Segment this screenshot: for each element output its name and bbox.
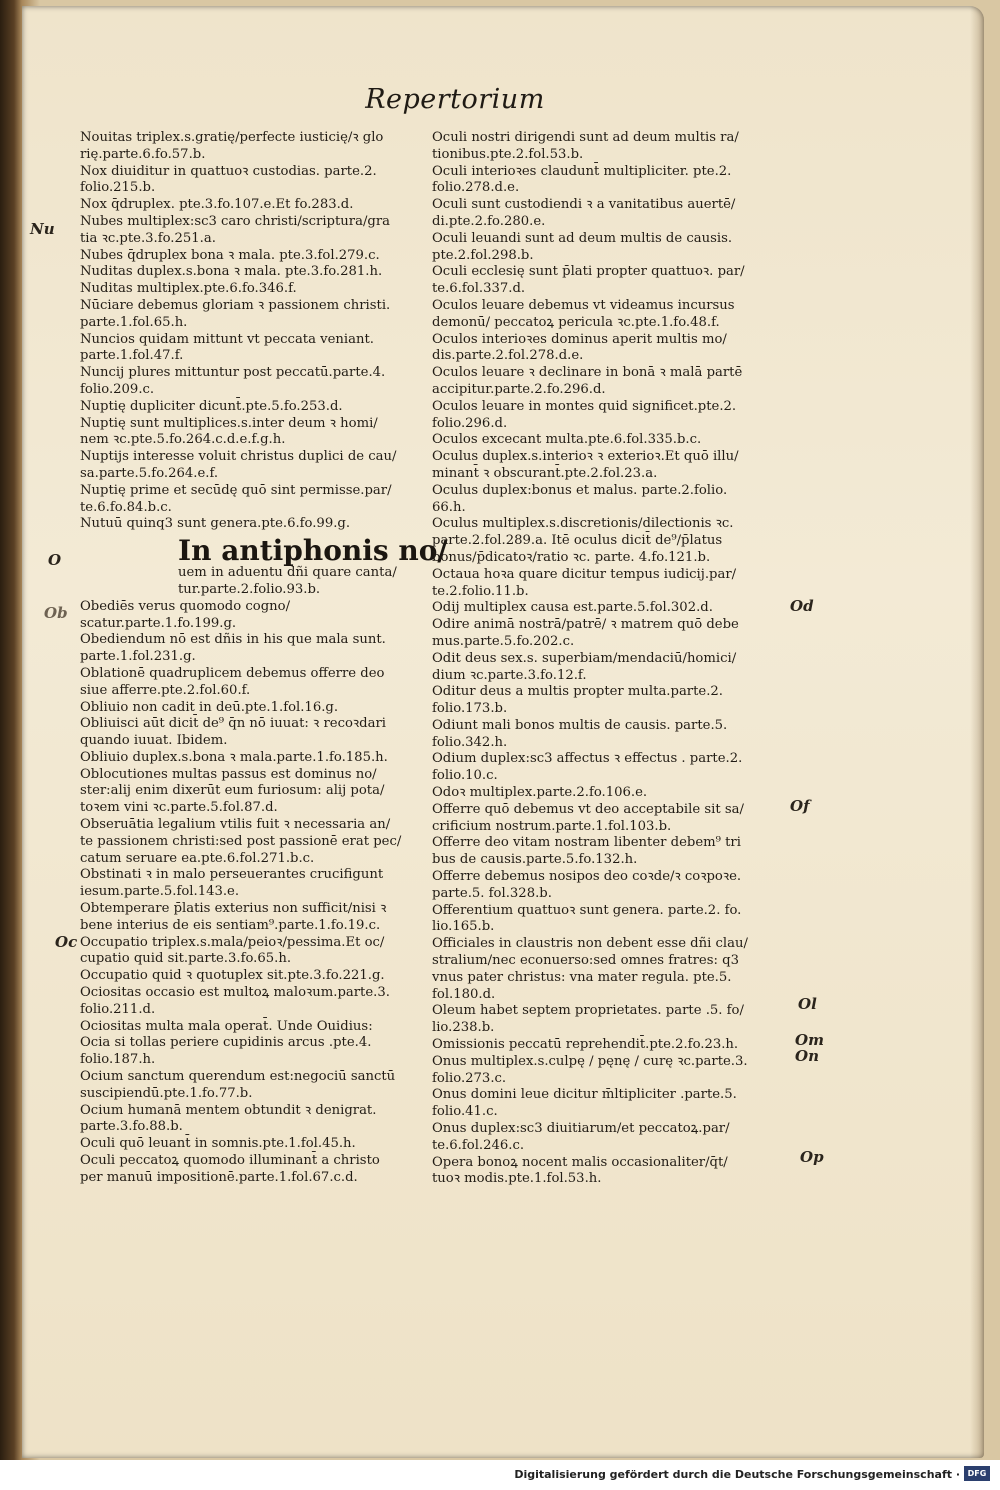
index-line: crificium nostrum.parte.1.fol.103.b.	[432, 818, 672, 834]
margin-label-o: O	[48, 551, 62, 569]
index-line: Oculos leuare ꝛ declinare in bonā ꝛ malā partē	[432, 365, 743, 381]
index-line: Nouitas triplex.s.gratię/perfecte iusticię/ꝛ glo	[80, 130, 384, 145]
index-line: Odij multiplex causa est.parte.5.fol.302.d.	[432, 600, 713, 616]
index-line: parte.1.fol.65.h.	[80, 314, 188, 330]
index-line: Oculi sunt custodiendi ꝛ a vanitatibus auertē/	[432, 197, 736, 213]
index-line: Oculi peccatoꝝ quomodo illuminant̄ a christo	[80, 1153, 380, 1169]
index-line: Ociositas multa mala operat̄. Unde Ouidius:	[80, 1018, 373, 1034]
index-line: Oculus duplex:bonus et malus. parte.2.folio.	[432, 482, 728, 498]
right-column	[432, 130, 762, 1188]
index-line: 66.h.	[432, 499, 466, 515]
index-line: tionibus.pte.2.fol.53.b.	[432, 146, 584, 162]
index-line: te passionem christi:sed post passionē erat pec/	[80, 833, 402, 849]
index-line: parte.1.fol.231.g.	[80, 649, 196, 665]
index-line: folio.278.d.e.	[432, 180, 520, 196]
left-entries-b	[80, 599, 410, 1187]
index-line: Obediēs verus quomodo cogno/	[80, 598, 291, 614]
index-line: folio.41.c.	[432, 1104, 498, 1120]
index-line: suscipiendū.pte.1.fo.77.b.	[80, 1085, 253, 1101]
index-line: tuoꝛ modis.pte.1.fol.53.h.	[432, 1171, 602, 1187]
index-line: Nuditas duplex.s.bona ꝛ mala. pte.3.fo.281.h.	[80, 264, 383, 280]
index-line: Onus multiplex.s.culpę / pęnę / curę ꝛc.parte.3.	[432, 1053, 748, 1069]
index-line: folio.215.b.	[80, 180, 156, 196]
index-line: vnus pater christus: vna mater regula. pte.5.	[432, 969, 732, 985]
index-line: dis.parte.2.fol.278.d.e.	[432, 348, 584, 364]
index-line: Oculi nostri dirigendi sunt ad deum multis ra/	[432, 130, 739, 145]
index-line: Occupatio triplex.s.mala/peioꝛ/pessima.Et oc/	[80, 934, 385, 950]
index-line: Oculi leuandi sunt ad deum multis de causis.	[432, 230, 733, 246]
index-line: te.6.fol.246.c.	[432, 1137, 525, 1153]
index-line: te.2.folio.11.b.	[432, 583, 529, 599]
index-line: catum seruare ea.pte.6.fol.271.b.c.	[80, 850, 315, 866]
index-line: Onus domini leue dicitur m̄ltipliciter .parte.5.	[432, 1087, 737, 1103]
page-edge	[970, 6, 984, 1458]
index-line: folio.187.h.	[80, 1052, 156, 1068]
index-line: accipitur.parte.2.fo.296.d.	[432, 381, 606, 397]
index-line: Onus duplex:sc3 diuitiarum/et peccatoꝝ.par/	[432, 1121, 730, 1137]
index-line: Omissionis peccatū reprehendit̄.pte.2.fo.23.h.	[432, 1037, 739, 1053]
index-line: folio.296.d.	[432, 415, 508, 431]
index-line: scatur.parte.1.fo.199.g.	[80, 615, 237, 631]
index-line: per manuū impositionē.parte.1.fol.67.c.d.	[80, 1169, 358, 1185]
index-line: folio.211.d.	[80, 1001, 156, 1017]
index-line: Oculi interioꝛes claudunt̄ multipliciter. pte.2.	[432, 163, 732, 179]
index-line: Odit deus sex.s. superbiam/mendaciū/homici/	[432, 650, 737, 666]
index-line: Nubes multiplex:sc3 caro christi/scriptura/gra	[80, 213, 390, 229]
index-line: Odiunt mali bonos multis de causis. parte.5.	[432, 717, 728, 733]
index-line: Oblationē quadruplicem debemus offerre deo	[80, 665, 385, 681]
margin-label-op: Op	[800, 1148, 824, 1166]
index-line: Odoꝛ multiplex.parte.2.fo.106.e.	[432, 785, 648, 801]
index-line: folio.10.c.	[432, 768, 498, 784]
index-line: Oculos leuare in montes quid significet.pte.2.	[432, 398, 737, 414]
page-header: Repertorium	[365, 84, 545, 115]
index-line: folio.273.c.	[432, 1070, 507, 1086]
index-line: minant̄ ꝛ obscurant̄.pte.2.fol.23.a.	[432, 465, 658, 481]
index-line: Nūciare debemus gloriam ꝛ passionem christi.	[80, 297, 391, 313]
margin-label-ol: Ol	[798, 995, 817, 1013]
index-line: dium ꝛc.parte.3.fo.12.f.	[432, 667, 587, 683]
index-line: Oleum habet septem proprietates. parte .5. fo/	[432, 1003, 744, 1019]
index-line: iesum.parte.5.fol.143.e.	[80, 884, 240, 900]
index-line: Obseruātia legalium vtilis fuit ꝛ necessaria an/	[80, 817, 391, 833]
index-line: parte.5. fol.328.b.	[432, 885, 552, 901]
index-line: Odire animā nostrā/patrē/ ꝛ matrem quō debe	[432, 617, 739, 633]
index-line: Nuptię sunt multiplices.s.inter deum ꝛ homi/	[80, 415, 378, 431]
index-line: toꝛem vini ꝛc.parte.5.fol.87.d.	[80, 800, 278, 816]
index-line: Offerre debemus nosipos deo coꝛde/ꝛ coꝛpoꝛe.	[432, 869, 742, 885]
index-line: stralium/nec econuerso:sed omnes fratres: q3	[432, 953, 739, 969]
index-line: Nubes q̄druplex bona ꝛ mala. pte.3.fol.279.c.	[80, 247, 380, 263]
index-line: Oblocutiones multas passus est dominus no/	[80, 766, 377, 782]
index-line: Oculos interioꝛes dominus aperit multis mo/	[432, 331, 727, 347]
margin-label-ob: Ob	[44, 604, 68, 622]
index-line: tia ꝛc.pte.3.fo.251.a.	[80, 230, 216, 246]
index-line: lio.238.b.	[432, 1020, 495, 1036]
left-column	[80, 130, 448, 1187]
index-line: Oculus multiplex.s.discretionis/dilectionis ꝛc.	[432, 516, 734, 532]
margin-label-nu: Nu	[30, 220, 55, 238]
margin-label-od: Od	[790, 597, 814, 615]
index-line: Nuncios quidam mittunt vt peccata veniant.	[80, 331, 374, 347]
index-line: Offerre quō debemus vt deo acceptabile sit sa/	[432, 801, 744, 817]
index-line: Obtemperare p̄latis exterius non sufficit/nisi ꝛ	[80, 901, 387, 917]
index-line: Ocium humanā mentem obtundit ꝛ denigrat.	[80, 1102, 377, 1118]
margin-label-on: On	[795, 1047, 819, 1065]
index-line: Nox diuiditur in quattuoꝛ custodias. parte.2.	[80, 163, 377, 179]
margin-label-om: Om	[795, 1031, 824, 1049]
index-line: Nox q̄druplex. pte.3.fo.107.e.Et fo.283.d.	[80, 197, 354, 213]
index-line: parte.2.fol.289.a. Itē oculus dicit̄ de⁹/p̄latus	[432, 533, 723, 549]
index-line: Oculus duplex.s.interioꝛ ꝛ exterioꝛ.Et quō illu/	[432, 449, 739, 465]
index-line: Nuditas multiplex.pte.6.fo.346.f.	[80, 281, 297, 297]
index-line: Offerre deo vitam nostram libenter debem⁹ tri	[432, 835, 741, 851]
index-line: Nuncij plures mittuntur post peccatū.parte.4.	[80, 365, 386, 381]
index-line: bonus/p̄dicatoꝛ/ratio ꝛc. parte. 4.fo.121.b.	[432, 549, 711, 565]
index-line: Opera bonoꝝ nocent malis occasionaliter/q̄t/	[432, 1154, 728, 1170]
index-line: Odium duplex:sc3 affectus ꝛ effectus . parte.2.	[432, 751, 743, 767]
index-line: te.6.fo.84.b.c.	[80, 499, 172, 515]
index-line: Obstinati ꝛ in malo perseuerantes crucifigunt	[80, 867, 384, 883]
index-line: te.6.fol.337.d.	[432, 281, 526, 297]
index-line: folio.342.h.	[432, 734, 508, 750]
index-line: Offerentium quattuoꝛ sunt genera. parte.2. fo.	[432, 902, 742, 918]
heading-continuation-2: tur.parte.2.folio.93.b.	[178, 581, 321, 597]
index-line: siue afferre.pte.2.fol.60.f.	[80, 682, 251, 698]
heading-continuation-1: uem in aduentu dñi quare canta/	[178, 565, 397, 581]
index-line: Oculi ecclesię sunt p̄lati propter quattuoꝛ. par/	[432, 264, 745, 280]
index-line: quando iuuat. Ibidem.	[80, 733, 228, 749]
index-line: Nutuū quinq3 sunt genera.pte.6.fo.99.g.	[80, 516, 351, 532]
index-line: cupatio quid sit.parte.3.fo.65.h.	[80, 951, 292, 967]
index-line: bene interius de eis sentiam⁹.parte.1.fo.19.c.	[80, 917, 381, 933]
index-line: di.pte.2.fo.280.e.	[432, 213, 546, 229]
index-line: mus.parte.5.fo.202.c.	[432, 633, 575, 649]
index-line: Nuptię dupliciter dicunt̄.pte.5.fo.253.d.	[80, 398, 343, 414]
index-line: sa.parte.5.fo.264.e.f.	[80, 465, 219, 481]
index-line: fol.180.d.	[432, 986, 496, 1002]
index-line: parte.3.fo.88.b.	[80, 1119, 183, 1135]
index-line: Occupatio quid ꝛ quotuplex sit.pte.3.fo.221.g.	[80, 968, 385, 984]
index-line: Ocia si tollas periere cupidinis arcus .pte.4.	[80, 1035, 372, 1051]
index-line: Oculos excecant multa.pte.6.fol.335.b.c.	[432, 432, 702, 448]
index-line: Officiales in claustris non debent esse dñi clau/	[432, 936, 748, 952]
index-line: folio.173.b.	[432, 701, 508, 717]
margin-label-of: Of	[790, 797, 810, 815]
index-line: Obliuio duplex.s.bona ꝛ mala.parte.1.fo.185.h.	[80, 749, 388, 765]
index-line: Obliuio non cadit in deū.pte.1.fol.16.g.	[80, 699, 339, 715]
index-line: Obediendum nō est dñis in his que mala sunt.	[80, 632, 386, 648]
index-line: nem ꝛc.pte.5.fo.264.c.d.e.f.g.h.	[80, 432, 286, 448]
index-line: Oculos leuare debemus vt videamus incursus	[432, 297, 735, 313]
index-line: Nuptijs interesse voluit christus duplici de cau/	[80, 449, 397, 465]
margin-label-oc: Oc	[55, 933, 78, 951]
footer-credit: Digitalisierung gefördert durch die Deutsche Forschungsgemeinschaft ·	[514, 1468, 960, 1481]
index-line: Ociositas occasio est multoꝝ maloꝛum.parte.3.	[80, 985, 390, 1001]
index-line: Ocium sanctum querendum est:negociū sanctū	[80, 1069, 396, 1085]
index-line: ster:alij enim dixerūt eum furiosum: alij pota/	[80, 783, 385, 799]
index-line: Nuptię prime et secūdę quō sint permisse.par/	[80, 482, 392, 498]
index-line: lio.165.b.	[432, 919, 495, 935]
section-heading: In antiphonis no/	[178, 534, 448, 568]
index-line: Octaua hoꝛa quare dicitur tempus iudicij.par/	[432, 566, 737, 582]
right-entries	[432, 130, 762, 1188]
index-line: Oditur deus a multis propter multa.parte.2.	[432, 684, 723, 700]
left-entries-a	[80, 130, 410, 533]
index-line: rię.parte.6.fo.57.b.	[80, 146, 206, 162]
index-line: bus de causis.parte.5.fo.132.h.	[432, 852, 638, 868]
index-line: parte.1.fol.47.f.	[80, 348, 184, 364]
dfg-logo: DFG	[964, 1466, 990, 1481]
index-line: folio.209.c.	[80, 381, 155, 397]
index-line: demonū/ peccatoꝝ pericula ꝛc.pte.1.fo.48.f.	[432, 314, 720, 330]
index-line: pte.2.fol.298.b.	[432, 247, 534, 263]
index-line: Oculi quō leuant̄ in somnis.pte.1.fol.45.h.	[80, 1136, 356, 1152]
index-line: Obliuisci aūt dicit̄ de⁹ q̄n nō iuuat: ꝛ recoꝛdari	[80, 716, 386, 732]
